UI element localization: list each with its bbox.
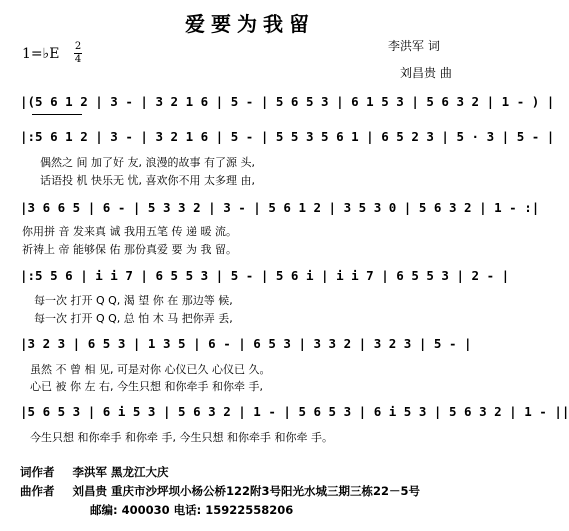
lyric-row-2-verse-1: 你用拼 音 发来真 诚 我用五笔 传 递 暖 流。 bbox=[22, 225, 237, 238]
lyric-row-3-verse-2: 每一次 打开 Q Q, 总 怕 木 马 把你弄 丢, bbox=[34, 312, 233, 325]
score-row-5: |5 6 5 3 | 6 i 5 3 | 5 6 3 2 | 1 - | 5 6 5 3 | 6 i 5 3 | 5 6 3 2 | 1 - || bbox=[20, 404, 569, 419]
lyricist-credit: 李洪军 词 bbox=[388, 39, 440, 53]
composer-info: 刘昌贵 重庆市沙坪坝小杨公桥122附3号阳光水城三期三栋22－5号 bbox=[72, 484, 421, 498]
key-signature: 1=♭E bbox=[22, 46, 60, 62]
lyric-row-1-verse-2: 话语投 机 快乐无 忧, 喜欢你不用 太多理 由, bbox=[40, 174, 255, 187]
score-row-3: |:5 5 6 | i i 7 | 6 5 5 3 | 5 - | 5 6 i | i i 7 | 6 5 5 3 | 2 - | bbox=[20, 268, 510, 283]
lyric-row-4-verse-1: 虽然 不 曾 相 见, 可是对你 心仪已久 心仪已 久。 bbox=[30, 363, 271, 376]
lyric-row-1-verse-1: 偶然之 间 加了好 友, 浪漫的故事 有了源 头, bbox=[40, 156, 255, 169]
meter-bottom: 4 bbox=[74, 54, 82, 65]
score-row-1: |:5 6 1 2 | 3 - | 3 2 1 6 | 5 - | 5 5 3 5 6 1 | 6 5 2 3 | 5 · 3 | 5 - | bbox=[20, 129, 555, 144]
lyric-row-4-verse-2: 心已 被 你 左 右, 今生只想 和你牵手 和你牵 手, bbox=[30, 380, 263, 393]
composer-label: 曲作者 bbox=[20, 484, 55, 498]
footer-composer bbox=[20, 483, 420, 499]
footer-lyricist bbox=[20, 464, 169, 480]
song-title: 爱要为我留 bbox=[185, 12, 315, 36]
composer-credit: 刘昌贵 曲 bbox=[400, 66, 452, 80]
lyricist-info: 李洪军 黑龙江大庆 bbox=[72, 465, 169, 479]
lyric-row-3-verse-1: 每一次 打开 Q Q, 渴 望 你 在 那边等 候, bbox=[34, 294, 233, 307]
score-row-intro: |(5 6 1 2 | 3 - | 3 2 1 6 | 5 - | 5 6 5 3 | 6 1 5 3 | 5 6 3 2 | 1 - ) | bbox=[20, 94, 555, 109]
lyricist-label: 词作者 bbox=[20, 465, 55, 479]
meter-top: 2 bbox=[74, 41, 82, 52]
beam bbox=[32, 114, 82, 115]
footer-contact: 邮编: 400030 电话: 15922558206 bbox=[90, 503, 294, 517]
lyric-row-5: 今生只想 和你牵手 和你牵 手, 今生只想 和你牵手 和你牵 手。 bbox=[30, 431, 333, 444]
score-row-4: |3 2 3 | 6 5 3 | 1 3 5 | 6 - | 6 5 3 | 3 3 2 | 3 2 3 | 5 - | bbox=[20, 336, 472, 351]
lyric-row-2-verse-2: 祈祷上 帝 能够保 佑 那份真爱 要 为 我 留。 bbox=[22, 243, 237, 256]
time-signature bbox=[74, 42, 82, 65]
score-row-2: |3 6 6 5 | 6 - | 5 3 3 2 | 3 - | 5 6 1 2 | 3 5 3 0 | 5 6 3 2 | 1 - :| bbox=[20, 200, 540, 215]
